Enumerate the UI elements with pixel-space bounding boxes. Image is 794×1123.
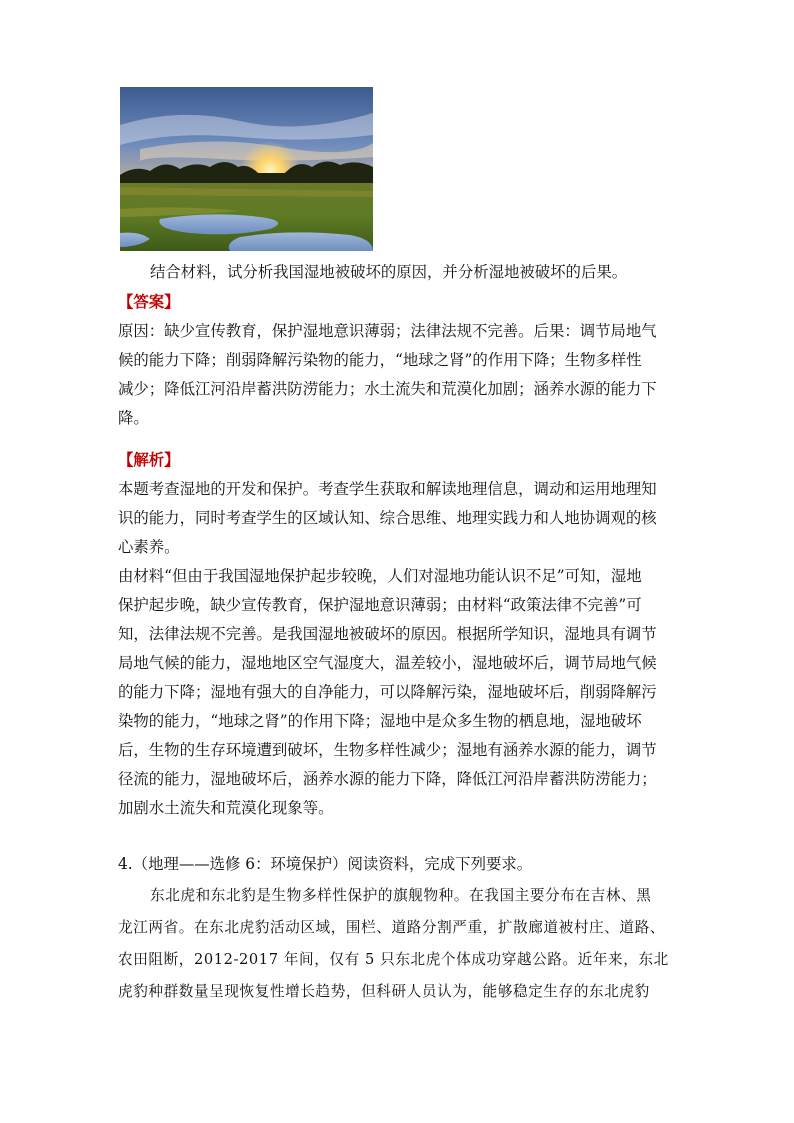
answer-line: 降。 bbox=[118, 409, 149, 427]
material-line: 龙江两省。在东北虎豹活动区域，围栏、道路分割严重，扩散廊道被村庄、道路、 bbox=[118, 919, 665, 936]
answer-line: 减少；降低江河沿岸蓄洪防涝能力；水土流失和荒漠化加剧；涵养水源的能力下 bbox=[118, 380, 657, 398]
material-line: 虎豹种群数量呈现恢复性增长趋势，但科研人员认为，能够稳定生存的东北虎豹 bbox=[118, 983, 650, 1000]
question-4-material bbox=[118, 880, 678, 1008]
answer-tag: 【答案】 bbox=[118, 293, 180, 311]
question-4-title: 4.（地理——选修 6：环境保护）阅读资料，完成下列要求。 bbox=[118, 855, 533, 873]
analysis-line: 心素养。 bbox=[118, 538, 180, 556]
analysis-line: 知，法律法规不完善。是我国湿地被破坏的原因。根据所学知识，湿地具有调节 bbox=[118, 625, 657, 643]
analysis-line: 由材料“但由于我国湿地保护起步较晚，人们对湿地功能认识不足”可知，湿地 bbox=[118, 567, 642, 585]
analysis-line: 后，生物的生存环境遭到破坏，生物多样性减少；湿地有涵养水源的能力，调节 bbox=[118, 741, 657, 759]
question-prompt-text: 结合材料，试分析我国湿地被破坏的原因，并分析湿地被破坏的后果。 bbox=[150, 263, 628, 281]
analysis-section bbox=[118, 446, 678, 823]
analysis-line: 的能力下降；湿地有强大的自净能力，可以降解污染，湿地破坏后，削弱降解污 bbox=[118, 683, 657, 701]
analysis-line: 保护起步晚，缺少宣传教育，保护湿地意识薄弱；由材料“政策法律不完善”可 bbox=[118, 596, 642, 614]
question-4-header bbox=[118, 850, 678, 879]
wetland-sunset-photo bbox=[120, 87, 373, 251]
material-line: 农田阻断，2012-2017 年间，仅有 5 只东北虎个体成功穿越公路。近年来，东北 bbox=[118, 951, 669, 968]
answer-section bbox=[118, 288, 678, 433]
answer-line: 候的能力下降；削弱降解污染物的能力，“地球之肾”的作用下降；生物多样性 bbox=[118, 351, 642, 369]
analysis-line: 加剧水土流失和荒漠化现象等。 bbox=[118, 799, 334, 817]
analysis-line: 径流的能力，湿地破坏后，涵养水源的能力下降，降低江河沿岸蓄洪防涝能力； bbox=[118, 770, 657, 788]
analysis-line: 局地气候的能力，湿地地区空气湿度大，温差较小，湿地破坏后，调节局地气候 bbox=[118, 654, 657, 672]
analysis-line: 染物的能力，“地球之肾”的作用下降；湿地中是众多生物的栖息地，湿地破坏 bbox=[118, 712, 642, 730]
analysis-line: 本题考查湿地的开发和保护。考查学生获取和解读地理信息，调动和运用地理知 bbox=[118, 480, 657, 498]
material-line: 东北虎和东北豹是生物多样性保护的旗舰物种。在我国主要分布在吉林、黑 bbox=[150, 887, 652, 904]
question-prompt bbox=[118, 258, 678, 287]
analysis-tag: 【解析】 bbox=[118, 451, 180, 469]
answer-line: 原因：缺少宣传教育，保护湿地意识薄弱；法律法规不完善。后果：调节局地气 bbox=[118, 322, 657, 340]
analysis-line: 识的能力，同时考查学生的区域认知、综合思维、地理实践力和人地协调观的核 bbox=[118, 509, 657, 527]
